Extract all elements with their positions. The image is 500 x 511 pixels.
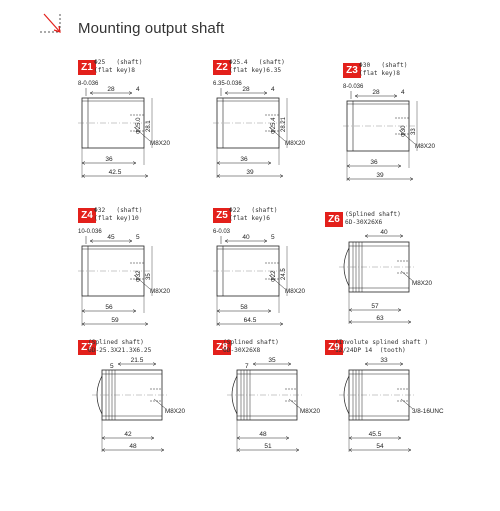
spline-length-dim: 35: [268, 357, 276, 364]
thread-label: M8X20: [285, 288, 305, 295]
spec-line-1: Φ32 (shaft): [94, 207, 143, 214]
total-length-dim: 63: [376, 315, 384, 322]
length-dim: 36: [370, 159, 378, 166]
spline-offset-label: 5: [110, 363, 114, 370]
diameter-label-2: 33: [411, 128, 417, 135]
shaft-panel-z3: [343, 63, 473, 181]
total-length-dim: 42.5: [108, 169, 122, 176]
key-width-label: 8-0.036: [343, 84, 364, 90]
diameter-label: Φ32: [136, 270, 142, 282]
shaft-id-badge: Z7: [78, 340, 96, 355]
total-length-dim: 64.5: [243, 317, 257, 324]
shaft-panel-z5: [213, 208, 343, 326]
spline-length-dim: 21.5: [130, 357, 144, 364]
shaft-id-badge: Z9: [325, 340, 343, 355]
diameter-label-2: 35: [146, 273, 152, 280]
corner-arrow-icon: [38, 8, 72, 42]
key-width-label: 6-0.03: [213, 229, 231, 235]
spec-line-2: (flat key)10: [94, 215, 139, 222]
shaft-drawing: [325, 212, 455, 337]
shaft-panel-z8: [213, 340, 343, 458]
spec-line-2: 6D-30X26X6: [345, 219, 383, 226]
length-dim: 58: [240, 304, 248, 311]
page-title: Mounting output shaft: [78, 20, 225, 37]
spec-line-2: (flat key)8: [359, 70, 400, 77]
shaft-panel-z7: [78, 340, 208, 458]
shaft-id-badge: Z4: [78, 208, 96, 223]
length-dim: 36: [240, 156, 248, 163]
thread-label: M8X20: [165, 408, 185, 415]
shaft-drawing: [213, 60, 343, 185]
total-length-dim: 39: [376, 172, 384, 179]
shaft-id-badge: Z8: [213, 340, 231, 355]
thread-label: M8X20: [150, 140, 170, 147]
shaft-panel-z4: [78, 208, 208, 326]
diameter-label: Φ22: [271, 270, 277, 282]
diameter-label: Φ30: [401, 125, 407, 137]
key-width-label: 6.35-0.036: [213, 81, 242, 87]
key-length-dim: 28: [242, 86, 250, 93]
shaft-id-badge: Z2: [213, 60, 231, 75]
length-dim: 56: [105, 304, 113, 311]
spec-line-1: (Splined shaft): [223, 339, 279, 346]
thread-label: M8X20: [415, 143, 435, 150]
spec-line-2: (flat key)8: [94, 67, 135, 74]
spec-line-1: Φ25 (shaft): [94, 59, 143, 66]
key-length-dim: 45: [107, 234, 115, 241]
shaft-drawing: [78, 208, 208, 333]
spec-line-2: (flat key)6: [229, 215, 270, 222]
length-dim: 45.5: [368, 431, 382, 438]
shaft-id-badge: Z3: [343, 63, 361, 78]
key-length-dim: 28: [372, 89, 380, 96]
shaft-drawing: [325, 340, 455, 465]
thread-label: M8X20: [300, 408, 320, 415]
spec-line-2: 12/24DP 14 (tooth): [335, 347, 406, 354]
total-length-dim: 59: [111, 317, 119, 324]
diameter-label: Φ25.4: [271, 117, 277, 134]
shaft-drawing: [78, 60, 208, 185]
diameter-label-2: 28.21: [281, 116, 287, 132]
key-length-dim: 28: [107, 86, 115, 93]
spec-line-1: Φ30 (shaft): [359, 62, 408, 69]
page-header: [0, 0, 500, 46]
key-length-dim: 40: [242, 234, 250, 241]
spec-line-1: (Involute splined shaft ): [335, 339, 429, 346]
total-length-dim: 48: [129, 443, 137, 450]
length-dim: 36: [105, 156, 113, 163]
diameter-label: Φ25.0: [136, 117, 142, 134]
diameter-label-2: 24.5: [281, 268, 287, 280]
shaft-panel-z1: [78, 60, 208, 178]
key-offset-label: 4: [271, 86, 275, 93]
shaft-id-badge: Z1: [78, 60, 96, 75]
key-offset-label: 4: [401, 89, 405, 96]
shaft-panel-z2: [213, 60, 343, 178]
spline-length-dim: 40: [380, 229, 388, 236]
key-width-label: 10-0.036: [78, 229, 102, 235]
total-length-dim: 51: [264, 443, 272, 450]
spline-length-dim: 33: [380, 357, 388, 364]
shaft-drawing: [213, 208, 343, 333]
length-dim: 42: [124, 431, 132, 438]
spec-line-1: (Splined shaft): [88, 339, 144, 346]
thread-label: M8X20: [412, 280, 432, 287]
shaft-panel-z9: [325, 340, 455, 458]
spec-line-1: Φ22 (shaft): [229, 207, 278, 214]
total-length-dim: 54: [376, 443, 384, 450]
length-dim: 57: [371, 303, 379, 310]
key-offset-label: 5: [271, 234, 275, 241]
spline-offset-label: 7: [245, 363, 249, 370]
diameter-label-2: 28.1: [146, 120, 152, 132]
shaft-panel-z6: [325, 212, 455, 330]
total-length-dim: 39: [246, 169, 254, 176]
shaft-id-badge: Z6: [325, 212, 343, 227]
spec-line-1: Φ25.4 (shaft): [229, 59, 285, 66]
shaft-drawing: [78, 340, 208, 465]
spec-line-2: 6D-30X26X8: [223, 347, 261, 354]
key-offset-label: 4: [136, 86, 140, 93]
spec-line-2: 6D-25.3X21.3X6.25: [88, 347, 152, 354]
thread-label: M8X20: [285, 140, 305, 147]
thread-label: 3/8-16UNC: [412, 408, 444, 415]
thread-label: M8X20: [150, 288, 170, 295]
shaft-id-badge: Z5: [213, 208, 231, 223]
spec-line-2: (flat key)6.35: [229, 67, 282, 74]
length-dim: 48: [259, 431, 267, 438]
shaft-drawing: [343, 63, 473, 188]
key-offset-label: 5: [136, 234, 140, 241]
spec-line-1: (Splined shaft): [345, 211, 401, 218]
shaft-drawing: [213, 340, 343, 465]
key-width-label: 8-0.036: [78, 81, 99, 87]
